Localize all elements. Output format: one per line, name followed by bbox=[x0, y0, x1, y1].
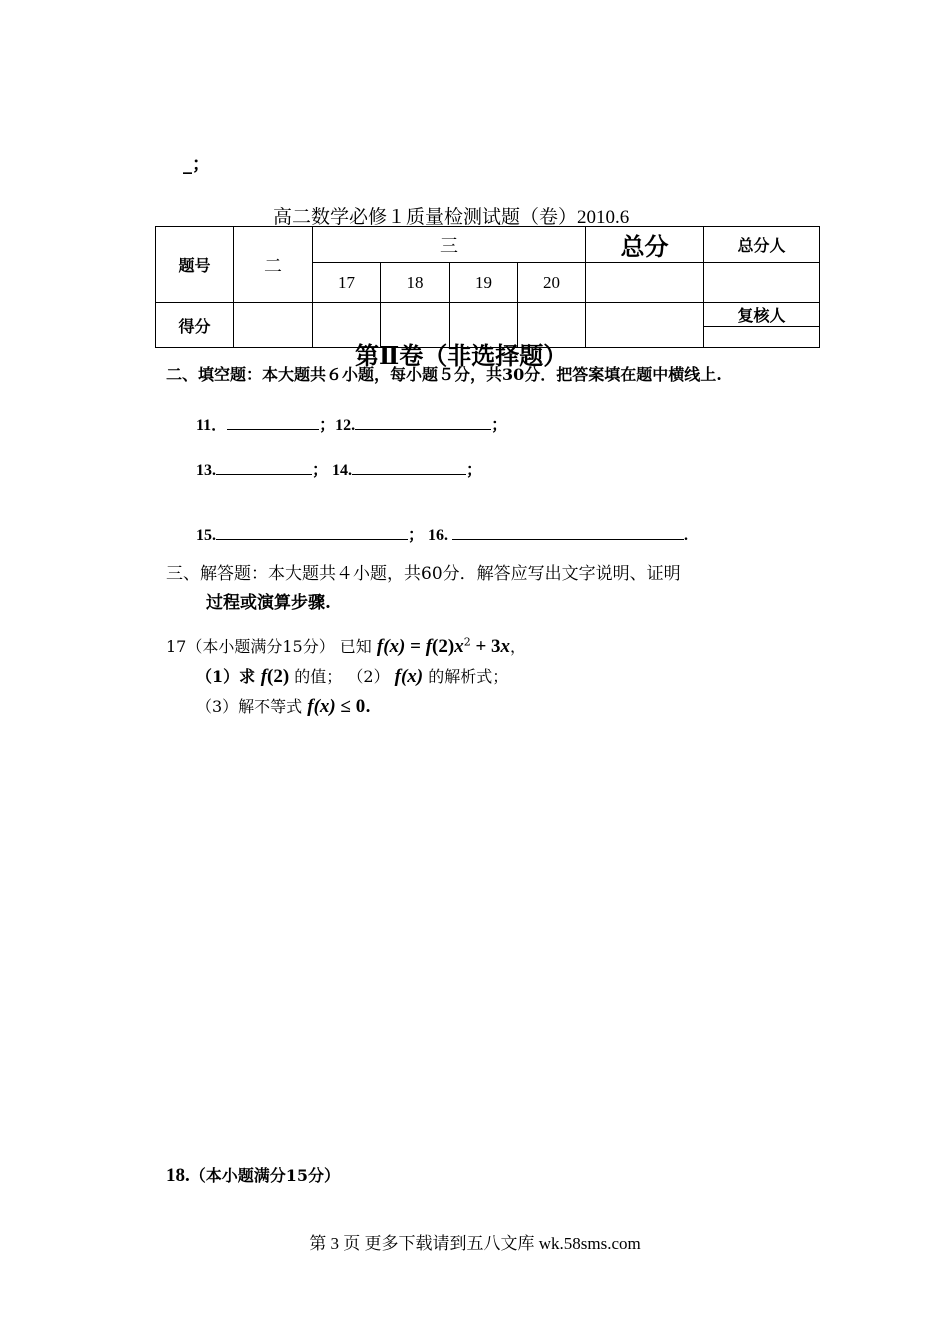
exam-title-year: 2010.6 bbox=[577, 207, 630, 228]
p17-part3-le: ≤ 0 bbox=[335, 696, 366, 717]
fill-row-13-14 bbox=[196, 457, 482, 480]
solve-header-line2: 过程或演算步骤. bbox=[206, 593, 331, 613]
fill-in-header: 二、填空题：本大题共６小题，每小题５分，共30分．把答案填在题中横线上. bbox=[166, 365, 722, 384]
section-2-header: 二 bbox=[234, 227, 313, 303]
q14-label: ； 14. bbox=[312, 462, 353, 479]
problem-17-parts-1-2 bbox=[196, 664, 508, 688]
p17-part3-pre: （3）解不等式 bbox=[196, 697, 308, 716]
q20-header: 20 bbox=[518, 263, 586, 303]
q17-header: 17 bbox=[313, 263, 381, 303]
q14-end: ； bbox=[466, 462, 483, 479]
q11-blank[interactable] bbox=[227, 415, 319, 430]
problem-18 bbox=[166, 1163, 340, 1187]
q13-blank[interactable] bbox=[216, 460, 312, 475]
p17-head: 17（本小题满分15分） 已知 bbox=[166, 637, 377, 656]
exam-title bbox=[273, 202, 629, 229]
p17-comma: ， bbox=[510, 637, 527, 656]
q11-label: 11． bbox=[196, 417, 228, 434]
q12-label: ；12. bbox=[319, 417, 356, 434]
q19-header: 19 bbox=[450, 263, 518, 303]
problem-17-part-3 bbox=[196, 694, 371, 718]
page-footer: 第 3 页 更多下载请到五八文库 wk.58sms.com bbox=[309, 1234, 641, 1253]
q13-label: 13. bbox=[196, 462, 216, 479]
p17-part2-f: f bbox=[394, 666, 401, 687]
p17-x3: x bbox=[500, 636, 511, 657]
part2-title: 第Ⅱ卷（非选择题） bbox=[355, 341, 568, 370]
p17-part1-pre: （1）求 bbox=[196, 667, 261, 686]
total-person-cell bbox=[704, 263, 820, 303]
p18-text: （本小题满分15分） bbox=[189, 1166, 341, 1185]
p17-part2-pre: （2） bbox=[342, 667, 395, 686]
total-person-header: 总分人 bbox=[704, 227, 820, 263]
solve-header bbox=[166, 560, 796, 618]
score-cell-section2 bbox=[234, 303, 313, 348]
solve-header-line1: 三、解答题：本大题共４小题，共60分．解答应写出文字说明、证明 bbox=[166, 564, 681, 584]
q16-blank[interactable] bbox=[452, 525, 684, 540]
p17-f1: f bbox=[376, 636, 384, 657]
section-3-header: 三 bbox=[313, 227, 586, 263]
score-cell-total bbox=[586, 303, 704, 348]
q16-label: ； 16. bbox=[408, 527, 453, 544]
reviewer-header: 复核人 bbox=[704, 303, 820, 327]
label-question-number: 题号 bbox=[156, 227, 234, 303]
p17-part2-post: 的解析式； bbox=[423, 667, 509, 686]
p17-part3-post: . bbox=[365, 697, 371, 716]
p17-part1-arg: (2) bbox=[267, 666, 290, 687]
p17-part3-f: f bbox=[307, 696, 314, 717]
q15-blank[interactable] bbox=[216, 525, 408, 540]
p17-x2: x bbox=[454, 636, 464, 657]
p18-num: 18. bbox=[166, 1165, 190, 1186]
fill-row-15-16 bbox=[196, 522, 688, 545]
q12-end: ； bbox=[491, 417, 508, 434]
p17-x1: (x) bbox=[383, 636, 406, 657]
p17-f2: f bbox=[425, 636, 433, 657]
q15-label: 15. bbox=[196, 527, 216, 544]
p17-two: (2) bbox=[432, 636, 455, 657]
total-score-cell bbox=[586, 263, 704, 303]
q14-blank[interactable] bbox=[352, 460, 466, 475]
q18-header: 18 bbox=[381, 263, 450, 303]
q12-blank[interactable] bbox=[355, 415, 491, 430]
fill-row-11-12 bbox=[196, 412, 507, 435]
exam-title-text: 高二数学必修１质量检测试题（卷） bbox=[273, 206, 578, 228]
score-table bbox=[155, 226, 820, 348]
label-score: 得分 bbox=[156, 303, 234, 348]
p17-sup: 2 bbox=[463, 635, 471, 649]
total-score-header: 总分 bbox=[586, 227, 704, 263]
p17-part3-arg: (x) bbox=[313, 696, 336, 717]
problem-17 bbox=[166, 634, 526, 658]
p17-part1-post: 的值； bbox=[289, 667, 343, 686]
p17-plus: + 3 bbox=[470, 636, 501, 657]
top-mark: _； bbox=[183, 154, 210, 175]
p17-part1-f: f bbox=[260, 666, 268, 687]
q16-end: . bbox=[684, 527, 689, 544]
p17-eq: = bbox=[405, 636, 426, 657]
p17-part2-arg: (x) bbox=[400, 666, 424, 687]
reviewer-cell bbox=[704, 327, 820, 348]
